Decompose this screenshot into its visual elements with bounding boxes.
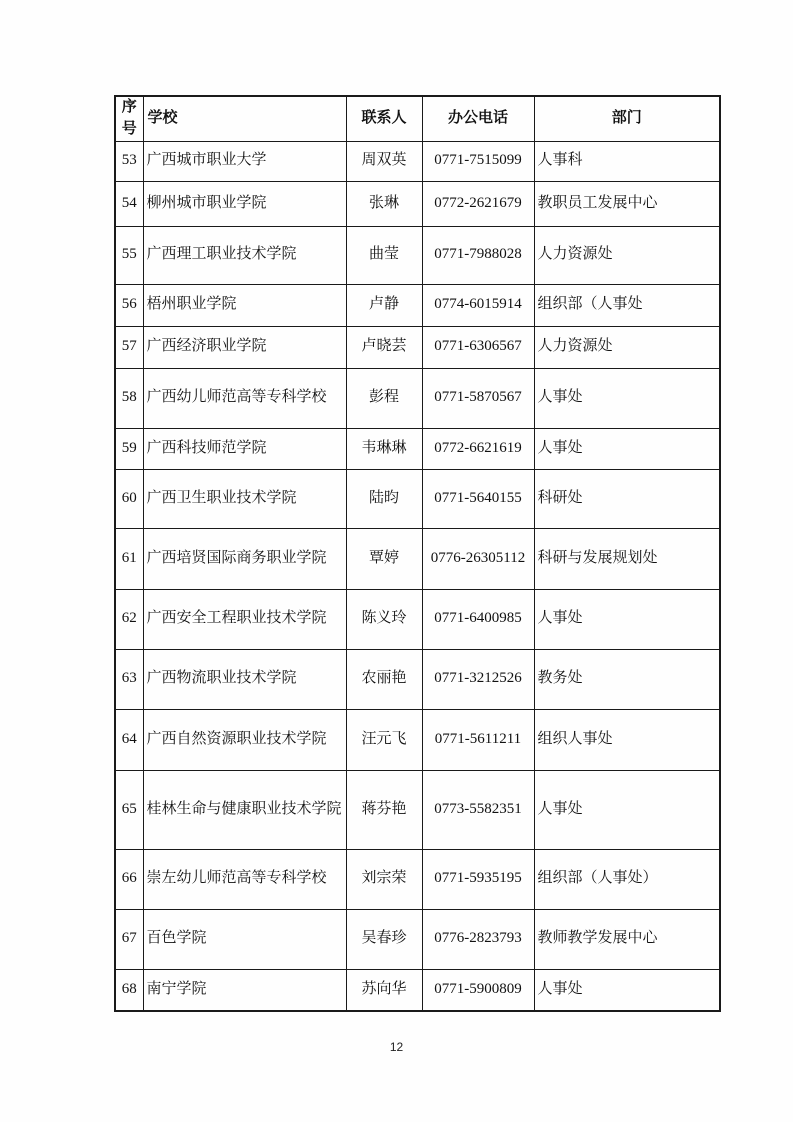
cell-school: 广西经济职业学院: [143, 326, 346, 368]
cell-no: 64: [115, 709, 143, 770]
cell-school: 广西物流职业技术学院: [143, 649, 346, 709]
cell-phone: 0771-5870567: [422, 368, 534, 428]
cell-phone: 0771-6400985: [422, 589, 534, 649]
cell-contact: 曲莹: [346, 226, 422, 284]
cell-school: 广西城市职业大学: [143, 141, 346, 181]
cell-dept: 人力资源处: [534, 226, 720, 284]
cell-school: 广西理工职业技术学院: [143, 226, 346, 284]
cell-contact: 韦琳琳: [346, 428, 422, 469]
cell-no: 53: [115, 141, 143, 181]
cell-school: 百色学院: [143, 909, 346, 969]
cell-no: 62: [115, 589, 143, 649]
cell-phone: 0771-5900809: [422, 969, 534, 1011]
table-row: [115, 909, 720, 969]
table-row: [115, 849, 720, 909]
table-row: [115, 368, 720, 428]
cell-no: 65: [115, 770, 143, 849]
table-row: [115, 649, 720, 709]
cell-no: 60: [115, 469, 143, 528]
cell-no: 59: [115, 428, 143, 469]
cell-school: 梧州职业学院: [143, 284, 346, 326]
cell-school: 崇左幼儿师范高等专科学校: [143, 849, 346, 909]
cell-dept: 教职员工发展中心: [534, 181, 720, 226]
header-cell-school: 学校: [143, 96, 346, 141]
table-row: [115, 709, 720, 770]
cell-phone: 0776-26305112: [422, 528, 534, 589]
cell-no: 55: [115, 226, 143, 284]
table-header: [115, 96, 720, 141]
cell-contact: 刘宗荣: [346, 849, 422, 909]
cell-dept: 组织部（人事处: [534, 284, 720, 326]
cell-school: 桂林生命与健康职业技术学院: [143, 770, 346, 849]
cell-contact: 卢静: [346, 284, 422, 326]
cell-dept: 人事处: [534, 428, 720, 469]
table-row: [115, 528, 720, 589]
table-row: [115, 428, 720, 469]
cell-phone: 0771-6306567: [422, 326, 534, 368]
table-row: [115, 469, 720, 528]
cell-school: 广西安全工程职业技术学院: [143, 589, 346, 649]
cell-dept: 人事处: [534, 969, 720, 1011]
cell-contact: 彭程: [346, 368, 422, 428]
table-row: [115, 770, 720, 849]
cell-school: 广西自然资源职业技术学院: [143, 709, 346, 770]
table-row: [115, 284, 720, 326]
table-row: [115, 226, 720, 284]
page-number: 12: [389, 1040, 404, 1054]
cell-contact: 陆昀: [346, 469, 422, 528]
cell-contact: 农丽艳: [346, 649, 422, 709]
cell-dept: 人事处: [534, 770, 720, 849]
cell-contact: 周双英: [346, 141, 422, 181]
cell-phone: 0774-6015914: [422, 284, 534, 326]
cell-no: 68: [115, 969, 143, 1011]
cell-school: 南宁学院: [143, 969, 346, 1011]
cell-school: 广西卫生职业技术学院: [143, 469, 346, 528]
cell-no: 66: [115, 849, 143, 909]
cell-phone: 0771-5935195: [422, 849, 534, 909]
cell-contact: 汪元飞: [346, 709, 422, 770]
cell-phone: 0771-3212526: [422, 649, 534, 709]
cell-no: 61: [115, 528, 143, 589]
cell-no: 63: [115, 649, 143, 709]
cell-school: 广西科技师范学院: [143, 428, 346, 469]
cell-dept: 教务处: [534, 649, 720, 709]
cell-contact: 蒋芬艳: [346, 770, 422, 849]
table-row: [115, 326, 720, 368]
cell-dept: 人事处: [534, 368, 720, 428]
school-contact-table: [114, 95, 721, 1012]
cell-contact: 卢晓芸: [346, 326, 422, 368]
table-row: [115, 589, 720, 649]
cell-school: 广西幼儿师范高等专科学校: [143, 368, 346, 428]
cell-no: 57: [115, 326, 143, 368]
cell-school: 柳州城市职业学院: [143, 181, 346, 226]
cell-contact: 覃婷: [346, 528, 422, 589]
cell-dept: 人事科: [534, 141, 720, 181]
cell-phone: 0772-2621679: [422, 181, 534, 226]
header-row: [115, 96, 720, 141]
cell-no: 54: [115, 181, 143, 226]
cell-school: 广西培贤国际商务职业学院: [143, 528, 346, 589]
cell-dept: 科研与发展规划处: [534, 528, 720, 589]
cell-no: 67: [115, 909, 143, 969]
cell-contact: 张琳: [346, 181, 422, 226]
header-cell-contact: 联系人: [346, 96, 422, 141]
cell-dept: 人力资源处: [534, 326, 720, 368]
cell-phone: 0772-6621619: [422, 428, 534, 469]
cell-phone: 0771-5611211: [422, 709, 534, 770]
cell-dept: 组织人事处: [534, 709, 720, 770]
cell-dept: 人事处: [534, 589, 720, 649]
header-cell-phone: 办公电话: [422, 96, 534, 141]
cell-contact: 陈义玲: [346, 589, 422, 649]
cell-no: 56: [115, 284, 143, 326]
cell-phone: 0771-7988028: [422, 226, 534, 284]
table-row: [115, 141, 720, 181]
cell-contact: 苏向华: [346, 969, 422, 1011]
table-body: [115, 141, 720, 1011]
cell-phone: 0776-2823793: [422, 909, 534, 969]
cell-dept: 组织部（人事处）: [534, 849, 720, 909]
cell-phone: 0773-5582351: [422, 770, 534, 849]
header-cell-dept: 部门: [534, 96, 720, 141]
cell-phone: 0771-5640155: [422, 469, 534, 528]
cell-dept: 科研处: [534, 469, 720, 528]
table-row: [115, 181, 720, 226]
cell-dept: 教师教学发展中心: [534, 909, 720, 969]
cell-contact: 吴春珍: [346, 909, 422, 969]
header-cell-no: 序号: [115, 96, 143, 141]
table-row: [115, 969, 720, 1011]
cell-phone: 0771-7515099: [422, 141, 534, 181]
cell-no: 58: [115, 368, 143, 428]
